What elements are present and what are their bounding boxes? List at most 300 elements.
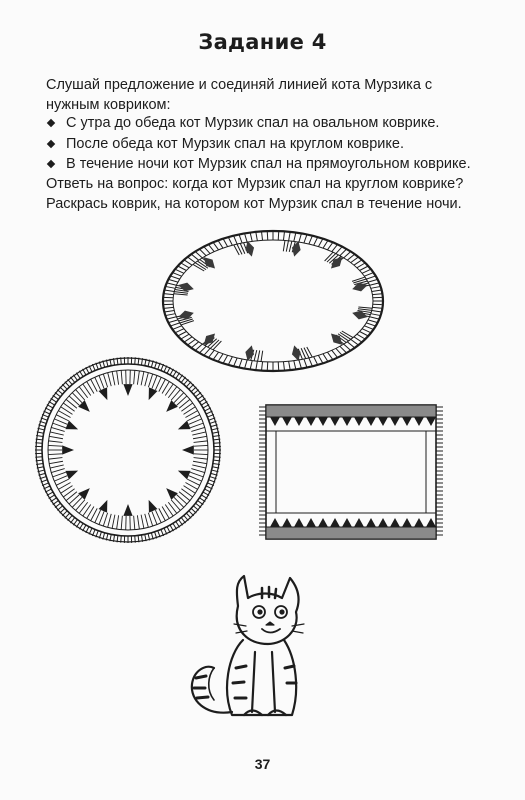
rect-zigzag-tooth bbox=[330, 417, 340, 426]
oval-stripe bbox=[204, 348, 210, 355]
oval-stripe bbox=[174, 292, 188, 294]
oval-stripe bbox=[318, 355, 323, 363]
round-hatch-line bbox=[112, 372, 115, 386]
oval-stripe bbox=[195, 344, 202, 350]
oval-stripe bbox=[181, 334, 189, 339]
round-fringe-strand bbox=[198, 501, 204, 505]
round-hatch-line bbox=[66, 399, 77, 408]
round-hatch-line bbox=[117, 371, 119, 385]
rect-zigzag-tooth bbox=[342, 417, 352, 426]
oval-stripe bbox=[362, 269, 371, 273]
round-triangle bbox=[166, 400, 178, 412]
oval-stripe bbox=[371, 314, 381, 316]
round-hatch-line bbox=[134, 516, 135, 530]
round-hatch-line bbox=[194, 445, 208, 446]
oval-stripe bbox=[304, 234, 307, 243]
round-fringe-strand bbox=[53, 501, 59, 505]
bullet-text: С утра до обеда кот Мурзик спал на овальном коврике. bbox=[66, 115, 440, 131]
round-triangle bbox=[62, 445, 74, 454]
round-fringe-strand bbox=[193, 506, 198, 511]
round-fringe-strand bbox=[121, 536, 122, 543]
oval-stripe bbox=[234, 358, 238, 366]
round-hatch-line bbox=[177, 495, 187, 504]
round-hatch-line bbox=[51, 469, 64, 473]
round-hatch-line bbox=[51, 427, 64, 431]
oval-stripe bbox=[294, 361, 296, 370]
oval-stripe bbox=[362, 329, 371, 333]
oval-stripe bbox=[314, 237, 318, 245]
round-hatch-line bbox=[103, 513, 107, 526]
round-triangle bbox=[123, 504, 132, 516]
rect-zigzag-tooth bbox=[426, 518, 436, 527]
round-fringe-strand bbox=[189, 511, 194, 516]
round-hatch-line bbox=[194, 454, 208, 455]
round-hatch-line bbox=[54, 419, 67, 424]
round-fringe-strand bbox=[55, 392, 60, 396]
round-fringe-strand bbox=[181, 518, 185, 523]
oval-stripe bbox=[245, 360, 248, 369]
round-triangle bbox=[65, 421, 78, 430]
round-fringe-strand bbox=[70, 518, 74, 523]
round-hatch-line bbox=[189, 419, 202, 424]
oval-stripe bbox=[164, 311, 174, 312]
round-hatch-line bbox=[179, 492, 190, 501]
oval-stripe bbox=[239, 359, 242, 368]
rect-zigzag-tooth bbox=[318, 518, 328, 527]
round-fringe-strand bbox=[196, 503, 201, 507]
round-triangle bbox=[78, 488, 90, 500]
oval-stripe bbox=[299, 360, 302, 369]
oval-stripe bbox=[191, 342, 198, 348]
round-hatch-line bbox=[141, 372, 144, 386]
oval-stripe bbox=[309, 236, 313, 244]
round-hatch-line bbox=[171, 390, 180, 401]
oval-stripe bbox=[168, 320, 178, 323]
oval-stripe bbox=[258, 350, 260, 361]
round-fringe-strand bbox=[68, 515, 73, 520]
round-fringe-strand bbox=[179, 375, 183, 381]
rect-zigzag-tooth bbox=[282, 417, 292, 426]
oval-stripe bbox=[173, 273, 182, 277]
round-hatch-line bbox=[189, 476, 202, 481]
round-fringe-strand bbox=[51, 398, 57, 402]
oval-stripe bbox=[267, 231, 268, 240]
round-hatch-line bbox=[191, 427, 204, 431]
round-fringe-strand bbox=[214, 443, 221, 444]
round-fringe-strand bbox=[49, 401, 55, 405]
task-question: Ответь на вопрос: когда кот Мурзик спал на круглом коврике? bbox=[46, 176, 464, 192]
oval-stripe bbox=[327, 242, 332, 250]
oval-stripe bbox=[164, 294, 174, 295]
round-hatch-line bbox=[99, 375, 104, 388]
round-fringe-strand bbox=[70, 377, 74, 382]
rect-zigzag-tooth bbox=[294, 518, 304, 527]
round-fringe-strand bbox=[201, 495, 207, 499]
oval-stripe bbox=[213, 242, 218, 250]
oval-stripe bbox=[351, 339, 359, 345]
round-rug bbox=[35, 357, 221, 543]
rect-zigzag-tooth bbox=[306, 417, 316, 426]
rect-zigzag-tooth bbox=[426, 417, 436, 426]
oval-stripe bbox=[173, 326, 182, 330]
round-rug-triangles bbox=[62, 384, 194, 516]
oval-stripe bbox=[178, 266, 187, 271]
rect-zigzag-tooth bbox=[366, 417, 376, 426]
oval-stripe bbox=[332, 350, 338, 357]
oval-stripe bbox=[168, 279, 178, 282]
oval-stripe bbox=[352, 277, 365, 281]
oval-stripe bbox=[167, 283, 177, 285]
round-hatch-line bbox=[79, 387, 88, 398]
oval-stripe bbox=[170, 276, 179, 279]
round-fringe-strand bbox=[121, 357, 122, 364]
oval-rug bbox=[163, 231, 383, 371]
rect-zigzag-tooth bbox=[294, 417, 304, 426]
round-hatch-line bbox=[193, 436, 207, 438]
round-fringe-strand bbox=[62, 511, 67, 516]
oval-stripe bbox=[360, 332, 369, 337]
round-hatch-line bbox=[191, 469, 204, 473]
round-hatch-line bbox=[121, 370, 122, 384]
oval-stripe bbox=[347, 254, 354, 260]
round-hatch-line bbox=[76, 390, 85, 401]
oval-stripe bbox=[358, 309, 372, 311]
round-hatch-line bbox=[72, 497, 82, 507]
round-fringe-strand bbox=[201, 401, 207, 405]
oval-stripe bbox=[250, 233, 252, 242]
round-hatch-line bbox=[49, 458, 63, 460]
oval-stripe bbox=[262, 362, 263, 371]
round-hatch-line bbox=[112, 515, 115, 529]
round-hatch-line bbox=[194, 458, 208, 460]
oval-stripe bbox=[364, 273, 373, 277]
oval-rug-stripes bbox=[163, 231, 383, 371]
task-coloring-instruction: Раскрась коврик, на котором кот Мурзик спал в течение ночи. bbox=[46, 196, 462, 212]
round-hatch-line bbox=[121, 516, 122, 530]
oval-stripe bbox=[283, 240, 285, 251]
rect-zigzag-tooth bbox=[318, 417, 328, 426]
oval-stripe bbox=[340, 249, 347, 256]
round-fringe-strand bbox=[186, 513, 191, 518]
round-fringe-strand bbox=[173, 523, 177, 529]
round-hatch-line bbox=[152, 375, 157, 388]
oval-stripe bbox=[191, 254, 198, 260]
round-fringe-strand bbox=[73, 375, 77, 381]
round-triangle bbox=[182, 445, 194, 454]
round-fringe-strand bbox=[200, 498, 206, 502]
oval-stripe bbox=[294, 233, 296, 242]
oval-stripe bbox=[204, 247, 210, 254]
oval-stripe bbox=[250, 361, 252, 370]
round-fringe-strand bbox=[191, 508, 196, 513]
round-fringe-strand bbox=[73, 520, 77, 526]
oval-stripe bbox=[372, 290, 382, 291]
round-fringe-strand bbox=[176, 522, 180, 528]
round-fringe-strand bbox=[184, 379, 189, 384]
round-hatch-line bbox=[48, 454, 62, 455]
oval-stripe bbox=[360, 266, 369, 271]
round-fringe-strand bbox=[83, 525, 86, 531]
round-triangle bbox=[78, 400, 90, 412]
round-fringe-strand bbox=[83, 369, 86, 375]
round-fringe-strand bbox=[57, 390, 62, 395]
oval-stripe bbox=[239, 234, 242, 243]
rectangular-rug-fringe bbox=[259, 407, 443, 535]
round-triangle bbox=[178, 471, 191, 480]
round-fringe-strand bbox=[203, 405, 209, 408]
rectangular-rug bbox=[259, 405, 443, 539]
rect-zigzag-tooth bbox=[402, 417, 412, 426]
oval-stripe bbox=[181, 263, 189, 268]
round-triangle bbox=[166, 488, 178, 500]
oval-stripe bbox=[213, 352, 218, 360]
round-hatch-line bbox=[69, 495, 79, 504]
oval-stripe bbox=[344, 252, 351, 258]
oval-stripe bbox=[318, 239, 323, 247]
oval-stripe bbox=[218, 240, 223, 248]
round-hatch-line bbox=[137, 515, 139, 529]
rect-zigzag-tooth bbox=[366, 518, 376, 527]
round-fringe-strand bbox=[135, 357, 136, 364]
oval-diamond bbox=[328, 330, 346, 348]
round-fringe-strand bbox=[68, 379, 73, 384]
oval-stripe bbox=[332, 244, 338, 251]
round-fringe-strand bbox=[173, 371, 177, 377]
round-fringe-strand bbox=[181, 377, 185, 382]
oval-stripe bbox=[188, 339, 196, 345]
oval-stripe bbox=[208, 244, 214, 251]
round-hatch-line bbox=[194, 441, 208, 443]
round-triangle bbox=[65, 471, 78, 480]
oval-stripe bbox=[170, 323, 179, 326]
oval-stripe bbox=[228, 237, 232, 245]
round-fringe-strand bbox=[191, 387, 196, 392]
round-hatch-line bbox=[177, 396, 187, 405]
oval-stripe bbox=[278, 362, 279, 371]
round-hatch-line bbox=[76, 500, 85, 511]
round-hatch-line bbox=[79, 502, 88, 513]
oval-stripe bbox=[366, 323, 375, 326]
round-fringe-strand bbox=[49, 495, 55, 499]
oval-stripe bbox=[223, 239, 228, 247]
round-hatch-line bbox=[108, 514, 112, 528]
oval-stripe bbox=[195, 252, 202, 258]
round-hatch-line bbox=[72, 393, 82, 403]
oval-stripe bbox=[184, 260, 192, 265]
round-hatch-line bbox=[141, 515, 144, 529]
rect-zigzag-tooth bbox=[330, 518, 340, 527]
oval-stripe bbox=[167, 317, 177, 319]
rect-zigzag-tooth bbox=[270, 417, 280, 426]
rect-zigzag-tooth bbox=[402, 518, 412, 527]
round-fringe-strand bbox=[170, 525, 173, 531]
round-triangle bbox=[178, 421, 191, 430]
round-hatch-line bbox=[145, 514, 149, 528]
oval-stripe bbox=[256, 232, 258, 241]
round-fringe-strand bbox=[47, 492, 53, 495]
oval-stripe bbox=[262, 231, 263, 240]
round-hatch-line bbox=[50, 432, 64, 435]
oval-stripe bbox=[199, 249, 206, 256]
oval-stripe bbox=[254, 350, 257, 361]
oval-stripe bbox=[364, 326, 373, 330]
oval-stripe bbox=[261, 351, 263, 362]
rect-zigzag-tooth bbox=[378, 417, 388, 426]
oval-stripe bbox=[181, 321, 194, 325]
round-fringe-strand bbox=[65, 513, 70, 518]
oval-stripe bbox=[371, 286, 381, 288]
oval-stripe bbox=[354, 337, 362, 342]
rect-zigzag-tooth bbox=[342, 518, 352, 527]
oval-stripe bbox=[184, 337, 192, 342]
round-fringe-strand bbox=[55, 503, 60, 507]
round-fringe-strand bbox=[176, 373, 180, 379]
round-hatch-line bbox=[48, 445, 62, 446]
oval-stripe bbox=[357, 263, 365, 268]
rect-zigzag-tooth bbox=[354, 518, 364, 527]
bullet-text: В течение ночи кот Мурзик спал на прямоугольном коврике. bbox=[66, 156, 471, 172]
oval-stripe bbox=[357, 334, 365, 339]
round-hatch-line bbox=[53, 423, 66, 428]
round-hatch-line bbox=[69, 396, 79, 405]
rect-zigzag-tooth bbox=[306, 518, 316, 527]
oval-stripe bbox=[336, 247, 342, 254]
oval-stripe bbox=[309, 358, 313, 366]
oval-stripe bbox=[299, 233, 302, 242]
rect-zigzag-tooth bbox=[390, 417, 400, 426]
round-fringe-strand bbox=[214, 457, 221, 458]
task-title: Задание 4 bbox=[198, 30, 327, 54]
oval-stripe bbox=[283, 231, 284, 240]
round-fringe-strand bbox=[189, 384, 194, 389]
round-hatch-line bbox=[192, 432, 206, 435]
round-fringe-strand bbox=[35, 457, 42, 458]
round-fringe-strand bbox=[60, 508, 65, 513]
round-fringe-strand bbox=[62, 384, 67, 389]
rectangular-rug-zigzag bbox=[266, 417, 436, 527]
task-instruction: Слушай предложение и соединяй линией кота Мурзика с нужным ковриком: bbox=[46, 77, 433, 113]
round-hatch-line bbox=[174, 393, 184, 403]
round-fringe-strand bbox=[79, 371, 83, 377]
oval-stripe bbox=[327, 352, 332, 360]
round-hatch-line bbox=[99, 512, 104, 525]
round-hatch-line bbox=[190, 472, 203, 477]
oval-stripe bbox=[344, 344, 351, 350]
rect-zigzag-tooth bbox=[414, 417, 424, 426]
oval-stripe bbox=[175, 329, 184, 333]
oval-stripe bbox=[165, 286, 175, 288]
oval-stripe bbox=[323, 240, 328, 248]
round-fringe-strand bbox=[186, 382, 191, 387]
cat-murzik-illustration bbox=[192, 576, 304, 715]
round-hatch-line bbox=[174, 497, 184, 507]
round-hatch-line bbox=[134, 370, 135, 384]
oval-stripe bbox=[164, 290, 174, 291]
oval-stripe bbox=[164, 307, 174, 308]
oval-stripe bbox=[372, 307, 382, 308]
oval-stripe bbox=[283, 362, 284, 371]
oval-stripe bbox=[351, 257, 359, 263]
round-fringe-strand bbox=[198, 395, 204, 399]
oval-stripe bbox=[175, 269, 184, 273]
oval-stripe bbox=[228, 357, 232, 365]
round-hatch-line bbox=[193, 461, 207, 463]
oval-stripe bbox=[368, 320, 378, 323]
round-hatch-line bbox=[192, 465, 206, 468]
oval-stripe bbox=[178, 332, 187, 337]
oval-stripe bbox=[370, 317, 380, 319]
oval-stripe bbox=[340, 346, 347, 353]
oval-stripe bbox=[289, 361, 291, 370]
oval-stripe bbox=[165, 314, 175, 316]
round-hatch-line bbox=[179, 399, 190, 408]
oval-stripe bbox=[218, 354, 223, 362]
oval-stripe bbox=[278, 231, 279, 240]
round-fringe-strand bbox=[51, 498, 57, 502]
oval-stripe bbox=[370, 283, 380, 285]
oval-stripe bbox=[223, 355, 228, 363]
round-fringe-strand bbox=[179, 520, 183, 526]
oval-stripe bbox=[245, 233, 248, 242]
oval-stripe bbox=[347, 342, 354, 348]
round-fringe-strand bbox=[65, 382, 70, 387]
round-hatch-line bbox=[108, 373, 112, 387]
oval-stripe bbox=[336, 348, 342, 355]
oval-stripe bbox=[304, 359, 307, 368]
round-fringe-strand bbox=[76, 373, 80, 379]
round-hatch-line bbox=[168, 502, 177, 513]
rect-zigzag-tooth bbox=[378, 518, 388, 527]
round-fringe-strand bbox=[47, 405, 53, 408]
oval-rug-diamonds bbox=[177, 240, 369, 362]
oval-stripe bbox=[256, 361, 258, 370]
round-hatch-line bbox=[137, 371, 139, 385]
oval-stripe bbox=[199, 346, 206, 353]
oval-stripe bbox=[267, 362, 268, 371]
round-hatch-line bbox=[148, 513, 152, 526]
round-hatch-line bbox=[49, 441, 63, 443]
page-number: 37 bbox=[254, 756, 271, 772]
oval-stripe bbox=[323, 354, 328, 362]
oval-stripe bbox=[286, 241, 288, 252]
round-hatch-line bbox=[190, 423, 203, 428]
oval-stripe bbox=[366, 276, 375, 279]
oval-stripe bbox=[289, 232, 291, 241]
round-hatch-line bbox=[117, 515, 119, 529]
oval-stripe bbox=[372, 311, 382, 312]
rect-zigzag-tooth bbox=[282, 518, 292, 527]
round-fringe-strand bbox=[53, 395, 59, 399]
rect-zigzag-tooth bbox=[270, 518, 280, 527]
round-hatch-line bbox=[53, 472, 66, 477]
oval-stripe bbox=[358, 307, 372, 308]
round-fringe-strand bbox=[196, 392, 201, 396]
round-hatch-line bbox=[49, 436, 63, 438]
round-fringe-strand bbox=[76, 522, 80, 528]
round-fringe-strand bbox=[135, 536, 136, 543]
round-fringe-strand bbox=[60, 387, 65, 392]
oval-stripe bbox=[354, 260, 362, 265]
oval-stripe bbox=[372, 294, 382, 295]
round-fringe-strand bbox=[200, 398, 206, 402]
bullet-text: После обеда кот Мурзик спал на круглом коврике. bbox=[66, 135, 405, 152]
oval-stripe bbox=[188, 257, 196, 263]
round-hatch-line bbox=[103, 374, 107, 387]
round-hatch-line bbox=[171, 500, 180, 511]
round-fringe-strand bbox=[170, 369, 173, 375]
round-hatch-line bbox=[50, 465, 64, 468]
round-hatch-line bbox=[145, 373, 149, 387]
